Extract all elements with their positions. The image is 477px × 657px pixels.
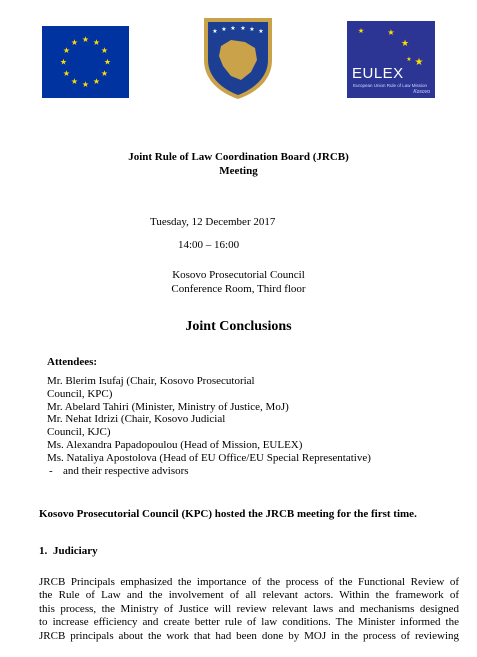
attendee-line: Mr. Nehat Idrizi (Chair, Kosovo Judicial <box>47 413 226 426</box>
svg-text:★: ★ <box>62 69 71 78</box>
svg-text:★: ★ <box>387 28 395 37</box>
kosovo-coat-of-arms-icon <box>201 16 275 101</box>
svg-text:★: ★ <box>212 28 218 35</box>
attendees-list <box>47 375 371 477</box>
advisors-text: and their respective advisors <box>63 464 189 477</box>
svg-text:★: ★ <box>230 25 236 32</box>
svg-text:★: ★ <box>258 28 264 35</box>
paragraph-line: the Rule of Law and the involvement of all relevant actors. Within the framework of <box>39 589 459 602</box>
svg-text:★: ★ <box>70 38 79 47</box>
svg-text:★: ★ <box>240 25 246 32</box>
kpc-statement: Kosovo Prosecutorial Council (KPC) hosted the JRCB meeting for the first time. <box>39 508 417 520</box>
attendee-line: Mr. Abelard Tahiri (Minister, Ministry of Justice, MoJ) <box>47 400 289 413</box>
judiciary-paragraph <box>39 576 459 643</box>
attendee-line: Ms. Nataliya Apostolova (Head of EU Office/EU Special Representative) <box>47 451 371 464</box>
svg-text:★: ★ <box>406 56 412 63</box>
meeting-time: 14:00 – 16:00 <box>178 239 240 251</box>
paragraph-line: JRCB principals about the work that had been done by MOJ in the process of reviewing <box>39 629 459 642</box>
svg-text:★: ★ <box>414 57 424 68</box>
meeting-title-line1: Joint Rule of Law Coordination Board (JRCB) <box>128 151 349 163</box>
eulex-subtitle: European Union Rule of Law Mission <box>353 83 428 88</box>
paragraph-line: this process, the Ministry of Justice will review relevant laws and mechanisms designed <box>39 602 459 615</box>
svg-text:★: ★ <box>103 57 112 67</box>
eu-stars-icon <box>42 26 129 98</box>
section-heading-judiciary <box>39 545 98 557</box>
eu-flag-icon <box>42 26 129 98</box>
attendee-line: Ms. Alexandra Papadopoulou (Head of Mission, EULEX) <box>47 438 303 451</box>
svg-text:★: ★ <box>62 46 71 55</box>
svg-text:★: ★ <box>400 39 410 49</box>
svg-text:★: ★ <box>70 77 79 86</box>
paragraph-line: JRCB Principals emphasized the importance of the process of the Functional Review of <box>39 576 459 588</box>
svg-text:★: ★ <box>81 80 90 89</box>
section-title: Judiciary <box>53 545 98 557</box>
svg-text:★: ★ <box>357 27 365 35</box>
attendee-line: Council, KPC) <box>47 387 113 400</box>
svg-text:★: ★ <box>81 35 90 44</box>
svg-text:★: ★ <box>100 46 109 55</box>
svg-text:★: ★ <box>92 38 101 47</box>
eulex-logo <box>347 21 435 98</box>
eulex-wordmark: EULEX <box>352 65 404 82</box>
svg-text:★: ★ <box>249 26 255 33</box>
venue-line1: Kosovo Prosecutorial Council <box>172 269 305 281</box>
attendee-line: Council, KJC) <box>47 426 111 439</box>
section-number: 1. <box>39 545 48 557</box>
svg-text:★: ★ <box>100 69 109 78</box>
eulex-country: Kosovo <box>413 89 430 95</box>
attendee-line: Mr. Blerim Isufaj (Chair, Kosovo Prosecutorial <box>47 375 255 387</box>
meeting-title <box>0 150 477 178</box>
meeting-date: Tuesday, 12 December 2017 <box>150 216 276 228</box>
advisors-line <box>47 465 371 478</box>
attendees-heading: Attendees: <box>47 356 98 368</box>
meeting-title-line2: Meeting <box>219 165 258 177</box>
meeting-venue <box>0 268 477 296</box>
list-dash: - <box>49 464 53 477</box>
joint-conclusions-heading: Joint Conclusions <box>185 319 292 334</box>
svg-text:★: ★ <box>92 77 101 86</box>
venue-line2: Conference Room, Third floor <box>171 283 306 295</box>
svg-text:★: ★ <box>221 26 227 33</box>
svg-text:★: ★ <box>59 57 68 67</box>
paragraph-line: to increase efficiency and create better rule of law conditions. The Minister informed the <box>39 616 459 629</box>
